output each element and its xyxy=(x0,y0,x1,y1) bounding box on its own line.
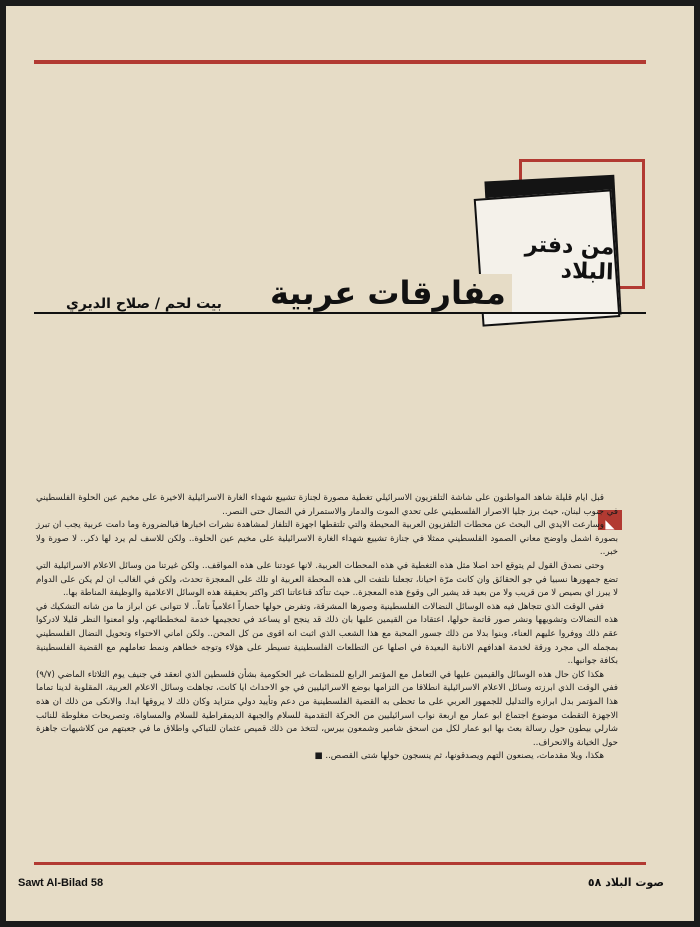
article-paragraph: وسارعت الايدي الى البحث عن محطات التلفزيون العربية المحيطة والتي تلتقطها اجهزة التلفاز لمشاهدة نشرات اخبارها فبالضرورة وما دامت عربية يجب ان تبرز بصورة اشمل واوضح معاني الصمود الفلسطيني ممثلا في جنازة تشييع شهداء الغارة الاسرائيلية على مخيم عين الحلوة.. ولكن للاسف لم يرد لها ذكر.. لا صورة ولا خبر.. xyxy=(36,520,618,558)
article-paragraph: هكذا، وبلا مقدمات، يصنعون التهم ويصدقونها، ثم ينسجون حولها شتى القصص.. ■ xyxy=(314,751,604,762)
title-rule xyxy=(34,312,646,314)
footer-page-number-arabic: صوت البلاد ٥٨ xyxy=(587,876,664,889)
magazine-page xyxy=(6,6,694,921)
article-title: مفارقات عربية xyxy=(264,274,512,312)
logo-glyph: ◣ xyxy=(605,517,615,531)
article-paragraph: ففي الوقت الذي تتجاهل فيه هذه الوسائل النضالات الفلسطينية وصورها المشرقة، وتفرض حولها حصاراً اعلامياً تاماً.. لا تتوانى عن ابراز ما من شانه التشكيك في هذه النضالات وتشويهها ونشر صور قاتمة حولها، اعتقادا من القيمين عليها بان ذلك قد ينجح او يساعد في تحجيمها خدمة لمخططاتهم، ولو امعنوا النظر قليلا لادركوا عقم ذلك ووفروا عليهم العناء، وبنوا بدلا من ذلك جسور المحبة مع هذا الشعب الذي اثبت انه اقوى من كل المحن.. ولكن اماني الاحتواء وتحويل النضال الفلسطيني بمجمله الى مجرد ورقة لخدمة اهدافهم الانانية البعيدة في اصلها عن التطلعات الفلسطينية تسيطر على هؤلاء وتوجه خطاهم ونمط تعاملهم مع القضية الفلسطينية بكافة جوانبها.. xyxy=(36,601,618,667)
column-label: من دفتر البلاد xyxy=(524,232,615,286)
article-body xyxy=(36,492,618,848)
top-red-rule xyxy=(34,60,646,64)
article-paragraph: وحتى نصدق القول لم يتوقع احد اصلا مثل هذه التغطية في هذه المحطات العربية. لانها عودتنا على هذه المواقف.. ولكن غيرتنا من وسائل الاعلام الاسرائيلية التي تضع جمهورها نسبيا في جو الحقائق وان كانت مرّة احيانا، تجعلنا نلتفت الى هذه المحطة العربية او تلك على المعجزة تحدث، ولكن في الغالب ان لم يكن على الدوام لا يبرز اي بصيص لا من قريب ولا من بعيد قد يشير الى وقوع هذه المعجزة.. حيث تتأكد قناعاتنا اكثر واكثر بحقيقة هذه الوسائل الاعلامية والوظيفة المناطة بها.. xyxy=(36,560,618,599)
footer-page-number-latin: Sawt Al-Bilad 58 xyxy=(18,877,104,889)
article-paragraph: قبل ايام قليلة شاهد المواطنون على شاشة التلفزيون الاسرائيلي تغطية مصورة لجنازة تشييع شهداء الغارة الاسرائيلية الاخيرة على مخيم عين الحلوة الفلسطيني في جنوب لبنان، حيث برز جليا الاصرار الفلسطيني على تحدي الموت والدمار والاستمرار في النضال حتى النصر.. xyxy=(36,493,618,517)
article-byline: بيت لحم / صلاح الديري xyxy=(62,296,226,312)
article-paragraph: هكذا كان حال هذه الوسائل والقيمين عليها في التعامل مع المؤتمر الرابع للمنظمات غير الحكومية بشأن فلسطين الذي انعقد في جنيف يوم الثلاثاء الماضي (٩/٧) ففي الوقت الذي ابرزته وسائل الاعلام الاسرائيلية انطلاقا من التزامها بوضع الاسرائيليين في جو الاحداث ايا كانت، تجاهلت وسائل الاعلام العربية، المقلوبة لدينا تماما هذا المؤتمر بدل ابرازه والتدليل للجمهور العربي على ما تحظى به القضية الفلسطينية من دعم وتأييد دولي متزايد وكان ذلك لا يروقها ابدا. والانكى من ذلك ان هذه الاجهزة التقطت موضوع اجتماع ابو عمار مع اربعة نواب اسرائيليين من الحركة التقدمية للسلام والجبهة الديمقراطية للسلام والمساواة، وتصريحات مغلوطة للنائب شارلي بيطون حول رسالة بعث بها ابو عمار لكل من اسحق شامير وشمعون بيرس، لتتخذ من ذلك قميص عثمان للتباكي واطلاق ما في جعبتهم من كلاشيهات جاهزة حول الخيانة والانحراف.. xyxy=(36,669,618,748)
bottom-red-rule xyxy=(34,862,646,865)
